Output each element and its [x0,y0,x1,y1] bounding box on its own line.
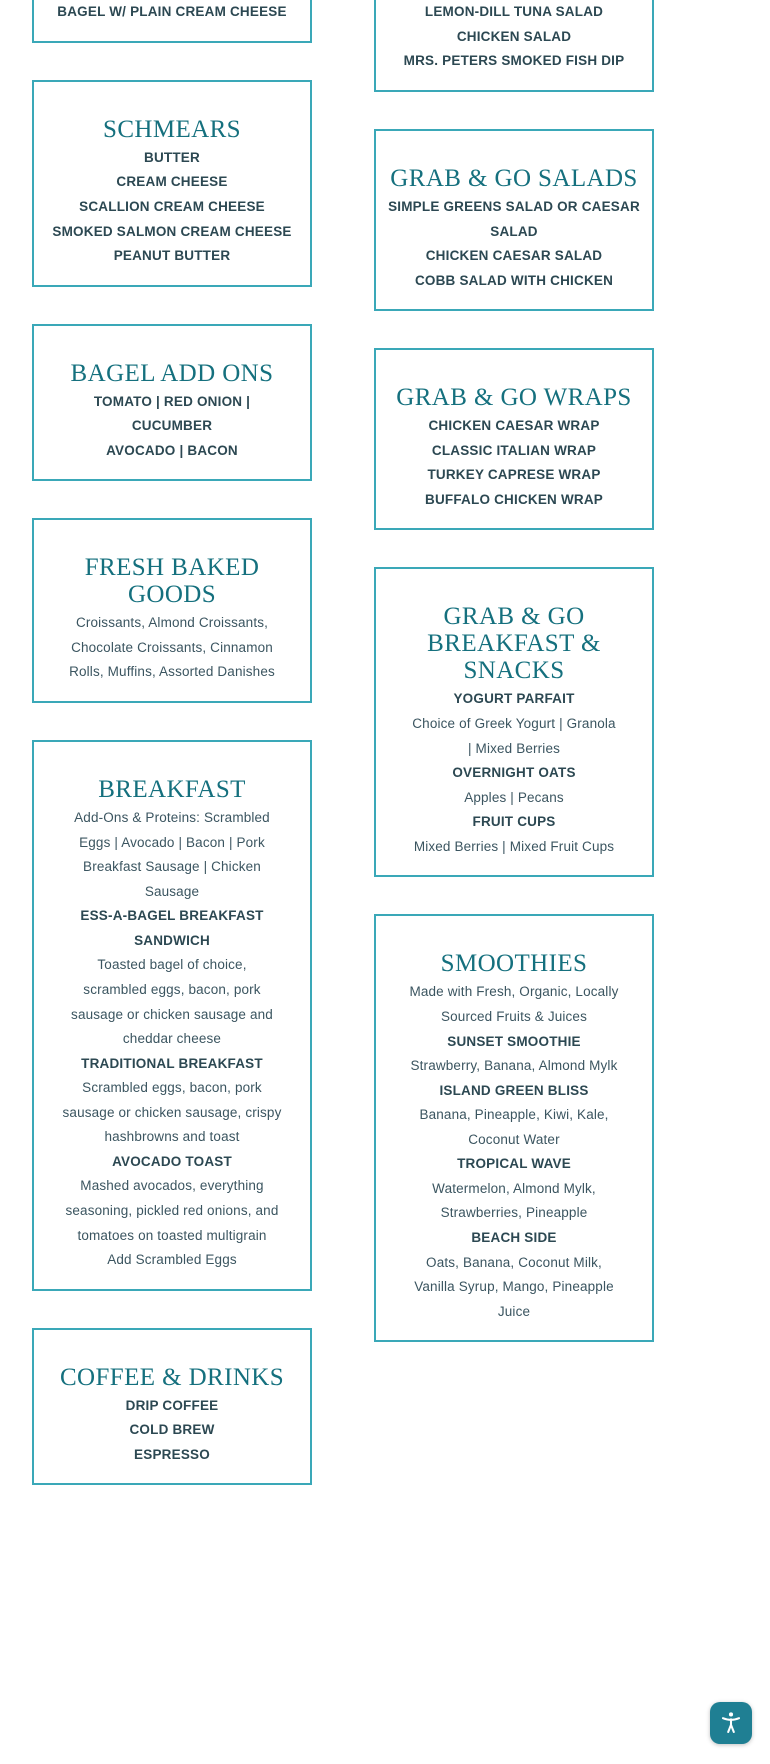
menu-line: AVOCADO | BACON [106,442,238,458]
card-spacer [374,311,654,348]
menu-card-coffee-and-drinks [32,1328,312,1486]
menu-line: BUFFALO CHICKEN WRAP [425,491,603,507]
menu-line: LEMON-DILL TUNA SALAD [424,4,604,20]
card-spacer [374,92,654,129]
menu-line: COLD BREW [129,1422,215,1438]
menu-line: SCALLION CREAM CHEESE [79,198,265,214]
menu-line: tomatoes on toasted multigrain [77,1227,267,1243]
menu-line: DRIP COFFEE [125,1397,219,1413]
menu-line: Toasted bagel of choice, [97,957,247,973]
menu-card-breakfast [32,740,312,1291]
menu-line: scrambled eggs, bacon, pork [83,981,261,997]
menu-card-title: BREAKFAST [98,776,246,803]
menu-line: hashbrowns and toast [104,1129,240,1145]
menu-line: Watermelon, Almond Mylk, [432,1180,596,1196]
menu-line: sausage or chicken sausage and [71,1006,273,1022]
menu-column-left [32,0,312,1485]
menu-line: Strawberry, Banana, Almond Mylk [410,1058,618,1074]
menu-card-title: BAGEL ADD ONS [70,359,274,387]
menu-line: PEANUT BUTTER [113,248,231,264]
menu-line: Oats, Banana, Coconut Milk, [426,1254,602,1270]
menu-card-fresh-baked-goods [32,518,312,703]
menu-line: SMOKED SALMON CREAM CHEESE [52,223,292,239]
menu-line: TROPICAL WAVE [457,1156,571,1172]
menu-line: cheddar cheese [122,1031,222,1047]
menu-line: COBB SALAD WITH CHICKEN [414,272,614,288]
card-spacer [374,877,654,914]
menu-card-title: GRAB & GO SALADS [390,164,638,192]
menu-card-sandwiches-and-salads [374,0,654,92]
card-spacer [374,530,654,567]
menu-card-smoothies [374,914,654,1342]
menu-line: CUCUMBER [131,418,213,434]
menu-line: seasoning, pickled red onions, and [65,1203,279,1218]
menu-line: SANDWICH [134,932,210,948]
menu-line: BAGEL W/ PLAIN CREAM CHEESE [57,4,287,20]
menu-line: Made with Fresh, Organic, Locally [409,984,619,1000]
menu-line: Chocolate Croissants, Cinnamon [71,639,273,655]
menu-line: Choice of Greek Yogurt | Granola [412,716,616,731]
menu-line: Sourced Fruits & Juices [440,1008,587,1024]
menu-line: CHICKEN SALAD [456,28,572,44]
menu-line: ESS-A-BAGEL BREAKFAST [80,908,264,924]
card-spacer [32,481,312,518]
menu-line: TURKEY CAPRESE WRAP [427,467,601,483]
card-spacer [32,43,312,80]
menu-line: Strawberries, Pineapple [440,1205,588,1221]
menu-line: Rolls, Muffins, Assorted Danishes [69,664,275,680]
menu-line: ESPRESSO [134,1446,210,1462]
menu-line: Banana, Pineapple, Kiwi, Kale, [419,1107,609,1123]
menu-line: CHICKEN CAESAR WRAP [428,418,600,434]
menu-card-title: GRAB & GO WRAPS [396,384,632,412]
menu-line: Mashed avocados, everything [80,1178,264,1194]
menu-card-grab-and-go-wraps [374,348,654,530]
menu-line: Breakfast Sausage | Chicken [83,859,261,875]
menu-line: BEACH SIDE [471,1230,557,1245]
menu-line: Eggs | Avocado | Bacon | Pork [79,834,265,850]
menu-line: TOMATO | RED ONION | [93,393,251,409]
menu-card-schmears [32,80,312,287]
card-spacer [32,703,312,740]
menu-line: OVERNIGHT OATS [452,765,576,781]
menu-line: AVOCADO TOAST [112,1153,232,1169]
menu-line: Croissants, Almond Croissants, [75,615,269,631]
card-spacer [32,1291,312,1328]
menu-line: MRS. PETERS SMOKED FISH DIP [403,53,625,69]
menu-line: Add-Ons & Proteins: Scrambled [74,810,270,825]
accessibility-widget-button[interactable] [710,1702,752,1744]
menu-line: Sausage [144,883,200,899]
menu-line: CHICKEN CAESAR SALAD [425,248,603,264]
menu-line: Apples | Pecans [464,789,564,805]
menu-line: FRUIT CUPS [472,814,556,830]
menu-line: SIMPLE GREENS SALAD OR CAESAR [388,198,640,214]
menu-column-right [374,0,654,1485]
menu-line: Coconut Water [468,1131,560,1147]
menu-line: SUNSET SMOOTHIE [447,1033,581,1049]
menu-line: sausage or chicken sausage, crispy [62,1104,282,1120]
card-spacer [32,287,312,324]
menu-card-title: SMOOTHIES [440,950,588,978]
menu-line: Juice [497,1303,531,1319]
menu-card-grab-and-go-breakfast-and-snacks [374,567,654,877]
menu-line: BUTTER [144,149,200,165]
menu-line: Scrambled eggs, bacon, pork [82,1080,262,1096]
menu-card-bagels [32,0,312,43]
menu-line: Vanilla Syrup, Mango, Pineapple [414,1279,614,1295]
menu-line: TRADITIONAL BREAKFAST [81,1055,263,1071]
menu-line: Mixed Berries | Mixed Fruit Cups [413,838,615,854]
menu-line: | Mixed Berries [467,740,561,756]
menu-line: YOGURT PARFAIT [453,691,575,707]
menu-line: CLASSIC ITALIAN WRAP [431,442,597,458]
menu-card-title: COFFEE & DRINKS [59,1363,285,1391]
menu-line: SALAD [490,223,538,239]
menu-card-bagel-add-ons [32,324,312,482]
menu-card-grab-and-go-salads [374,129,654,311]
menu-card-title: FRESH BAKED GOODS [84,554,260,609]
accessibility-icon [718,1710,744,1736]
menu-line: CREAM CHEESE [116,174,228,190]
menu-card-title: GRAB & GO BREAKFAST & SNACKS [427,603,601,685]
menu-line: ISLAND GREEN BLISS [439,1082,589,1098]
menu-line: Add Scrambled Eggs [107,1252,237,1268]
menu-card-title: SCHMEARS [103,115,241,143]
